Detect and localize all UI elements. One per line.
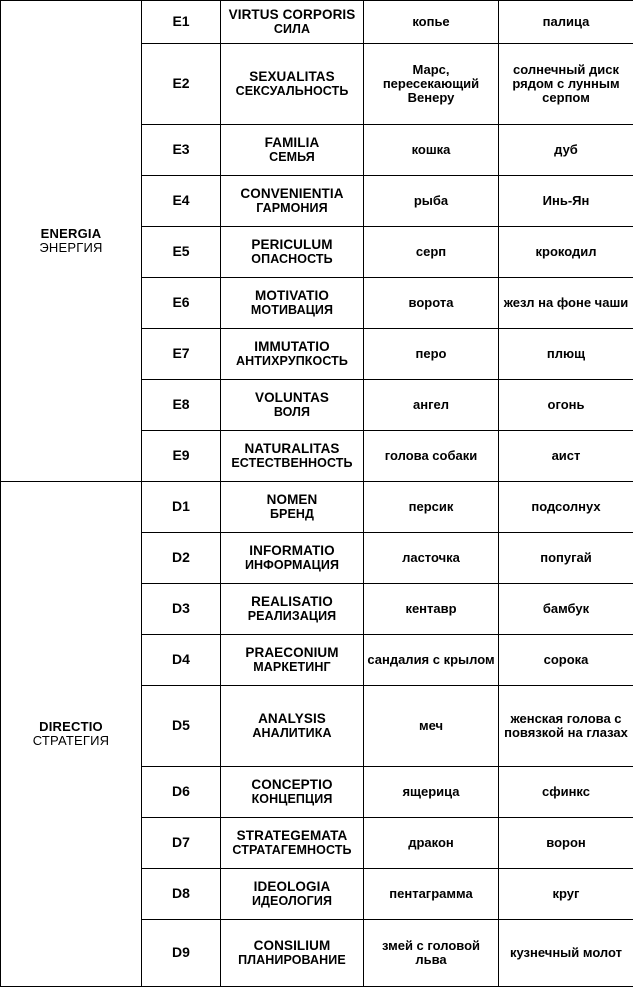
attribute-name-latin: MOTIVATIO [224, 289, 360, 304]
attribute-code: D9 [142, 920, 221, 987]
symbol-secondary: жезл на фоне чаши [499, 278, 633, 329]
symbol-primary: меч [364, 686, 499, 767]
symbol-primary: дракон [364, 818, 499, 869]
symbol-primary: пентаграмма [364, 869, 499, 920]
attribute-name-russian: ИНФОРМАЦИЯ [224, 559, 360, 573]
symbol-primary: Марс, пересекающий Венеру [364, 44, 499, 125]
attribute-name-cell [221, 818, 364, 869]
attribute-code: E6 [142, 278, 221, 329]
symbol-secondary: Инь-Ян [499, 176, 633, 227]
attribute-name-latin: SEXUALITAS [224, 70, 360, 85]
attribute-name-latin: VIRTUS CORPORIS [224, 8, 360, 23]
attribute-name-cell [221, 533, 364, 584]
attribute-name-russian: ВОЛЯ [224, 406, 360, 420]
symbol-secondary: солнечный диск рядом с лунным серпом [499, 44, 633, 125]
symbol-primary: кентавр [364, 584, 499, 635]
symbol-primary: кошка [364, 125, 499, 176]
attribute-name-russian: АНТИХРУПКОСТЬ [224, 355, 360, 369]
attribute-code: E4 [142, 176, 221, 227]
group-name-russian: СТРАТЕГИЯ [4, 734, 138, 748]
symbol-secondary: бамбук [499, 584, 633, 635]
symbol-primary: голова собаки [364, 431, 499, 482]
attribute-name-russian: ОПАСНОСТЬ [224, 253, 360, 267]
attribute-code: D3 [142, 584, 221, 635]
group-name-latin: ENERGIA [4, 227, 138, 241]
attribute-code: E3 [142, 125, 221, 176]
attribute-name-russian: АНАЛИТИКА [224, 727, 360, 741]
attribute-name-cell [221, 869, 364, 920]
attribute-name-cell [221, 1, 364, 44]
attribute-name-cell [221, 125, 364, 176]
attribute-name-cell [221, 584, 364, 635]
symbol-primary: ласточка [364, 533, 499, 584]
table-row [1, 482, 633, 533]
attribute-name-russian: ЕСТЕСТВЕННОСТЬ [224, 457, 360, 471]
attribute-name-cell [221, 380, 364, 431]
attribute-name-russian: ГАРМОНИЯ [224, 202, 360, 216]
attribute-code: D8 [142, 869, 221, 920]
attribute-code: E5 [142, 227, 221, 278]
attribute-name-russian: СЕМЬЯ [224, 151, 360, 165]
symbol-primary: рыба [364, 176, 499, 227]
attribute-name-latin: REALISATIO [224, 595, 360, 610]
symbol-secondary: подсолнух [499, 482, 633, 533]
symbol-primary: серп [364, 227, 499, 278]
symbol-secondary: сфинкс [499, 767, 633, 818]
attribute-code: D6 [142, 767, 221, 818]
attribute-name-russian: СИЛА [224, 23, 360, 37]
attribute-name-cell [221, 431, 364, 482]
attribute-name-latin: IDEOLOGIA [224, 880, 360, 895]
attribute-name-cell [221, 278, 364, 329]
symbol-primary: ворота [364, 278, 499, 329]
attribute-code: E1 [142, 1, 221, 44]
attribute-name-latin: ANALYSIS [224, 712, 360, 727]
attribute-name-latin: PERICULUM [224, 238, 360, 253]
attribute-name-latin: VOLUNTAS [224, 391, 360, 406]
attribute-name-cell [221, 686, 364, 767]
table-row [1, 1, 633, 44]
group-cell [1, 482, 142, 987]
attribute-name-cell [221, 767, 364, 818]
symbol-primary: змей с головой льва [364, 920, 499, 987]
symbol-secondary: аист [499, 431, 633, 482]
attribute-code: D1 [142, 482, 221, 533]
symbol-primary: копье [364, 1, 499, 44]
symbol-primary: сандалия с крылом [364, 635, 499, 686]
attribute-code: E8 [142, 380, 221, 431]
attribute-name-latin: NATURALITAS [224, 442, 360, 457]
attribute-name-russian: БРЕНД [224, 508, 360, 522]
attribute-name-cell [221, 227, 364, 278]
attribute-code: D7 [142, 818, 221, 869]
symbol-primary: персик [364, 482, 499, 533]
attribute-name-latin: STRATEGEMATA [224, 829, 360, 844]
symbol-secondary: дуб [499, 125, 633, 176]
attribute-name-cell [221, 329, 364, 380]
attribute-name-russian: КОНЦЕПЦИЯ [224, 793, 360, 807]
symbol-secondary: огонь [499, 380, 633, 431]
attribute-name-latin: IMMUTATIO [224, 340, 360, 355]
attribute-name-cell [221, 482, 364, 533]
symbol-primary: перо [364, 329, 499, 380]
attribute-name-russian: ИДЕОЛОГИЯ [224, 895, 360, 909]
attribute-name-cell [221, 635, 364, 686]
attribute-code: E2 [142, 44, 221, 125]
symbol-secondary: сорока [499, 635, 633, 686]
attribute-name-russian: РЕАЛИЗАЦИЯ [224, 610, 360, 624]
group-cell [1, 1, 142, 482]
attribute-code: D5 [142, 686, 221, 767]
attribute-name-russian: СТРАТАГЕМНОСТЬ [224, 844, 360, 858]
symbol-primary: ящерица [364, 767, 499, 818]
attribute-name-latin: CONCEPTIO [224, 778, 360, 793]
attribute-name-latin: CONSILIUM [224, 939, 360, 954]
attribute-name-latin: CONVENIENTIA [224, 187, 360, 202]
group-name-latin: DIRECTIO [4, 720, 138, 734]
symbol-secondary: крокодил [499, 227, 633, 278]
symbol-secondary: попугай [499, 533, 633, 584]
attribute-code: D2 [142, 533, 221, 584]
symbol-secondary: ворон [499, 818, 633, 869]
attribute-name-russian: МОТИВАЦИЯ [224, 304, 360, 318]
attribute-name-russian: МАРКЕТИНГ [224, 661, 360, 675]
symbol-secondary: круг [499, 869, 633, 920]
table-body [1, 1, 633, 987]
symbol-secondary: женская голова с повязкой на глазах [499, 686, 633, 767]
attribute-name-russian: ПЛАНИРОВАНИЕ [224, 954, 360, 968]
symbol-secondary: плющ [499, 329, 633, 380]
attribute-name-cell [221, 920, 364, 987]
attribute-name-cell [221, 176, 364, 227]
attribute-name-latin: INFORMATIO [224, 544, 360, 559]
attribute-code: E9 [142, 431, 221, 482]
attribute-name-cell [221, 44, 364, 125]
symbol-secondary: кузнечный молот [499, 920, 633, 987]
attribute-code: D4 [142, 635, 221, 686]
attribute-name-latin: NOMEN [224, 493, 360, 508]
group-name-russian: ЭНЕРГИЯ [4, 241, 138, 255]
attribute-name-latin: PRAECONIUM [224, 646, 360, 661]
attribute-code: E7 [142, 329, 221, 380]
attribute-name-latin: FAMILIA [224, 136, 360, 151]
attribute-name-russian: СЕКСУАЛЬНОСТЬ [224, 85, 360, 99]
symbol-primary: ангел [364, 380, 499, 431]
symbol-secondary: палица [499, 1, 633, 44]
